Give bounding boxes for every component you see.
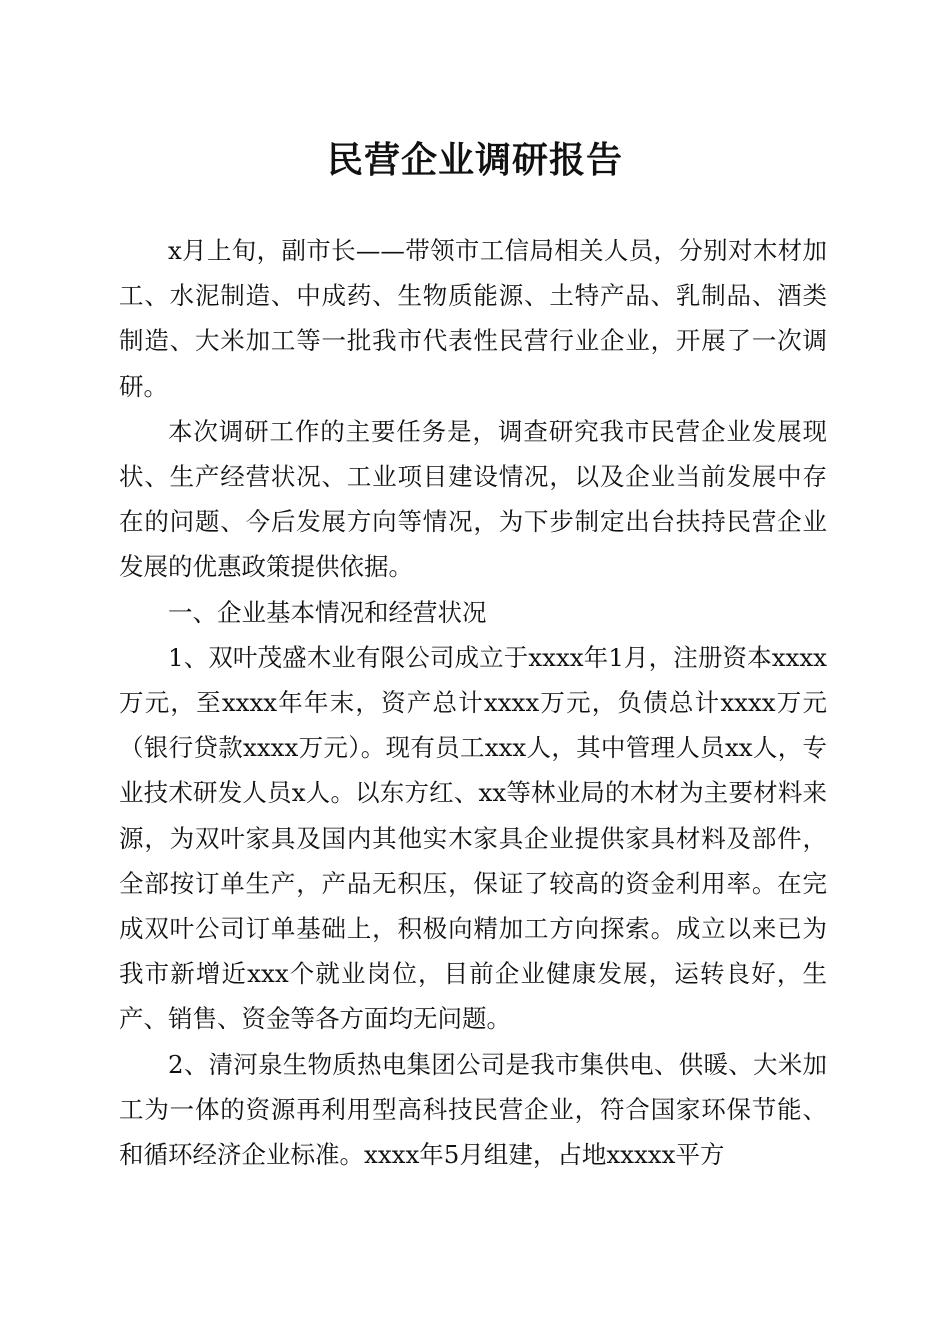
paragraph-company-2: 2、清河泉生物质热电集团公司是我市集供电、供暖、大米加工为一体的资源再利用型高科技民营企业，符合国家环保节能、和循环经济企业标准。xxxx年5月组建，占地xxxxx平方 bbox=[119, 1049, 827, 1170]
paragraph-company-1: 1、双叶茂盛木业有限公司成立于xxxx年1月，注册资本xxxx万元，至xxxx年年末，资产总计xxxx万元，负债总计xxxx万元（银行贷款xxxx万元）。现有员工xxx人，其中管理人员xx人，专业技术研发人员x人。以东方红、xx等林业局的木材为主要材料来源，为双叶家具及国内其他实木家具企业提供家具材料及部件，全部按订单生产，产品无积压，保证了较高的资金利用率。在完成双叶公司订单基础上，积极向精加工方向探索。成立以来已为我市新增近xxx个就业岗位，目前企业健康发展，运转良好，生产、销售、资金等各方面均无问题。 bbox=[119, 642, 827, 1034]
paragraph-task: 本次调研工作的主要任务是，调查研究我市民营企业发展现状、生产经营状况、工业项目建设情况，以及企业当前发展中存在的问题、今后发展方向等情况，为下步制定出台扶持民营企业发展的优惠政策提供依据。 bbox=[119, 416, 827, 582]
document-title: 民营企业调研报告 bbox=[326, 139, 623, 181]
paragraph-intro: x月上旬，副市长——带领市工信局相关人员，分别对木材加工、水泥制造、中成药、生物质能源、土特产品、乳制品、酒类制造、大米加工等一批我市代表性民营行业企业，开展了一次调研。 bbox=[119, 236, 827, 401]
section-heading: 一、企业基本情况和经营状况 bbox=[168, 597, 487, 627]
document-body bbox=[119, 228, 827, 1177]
